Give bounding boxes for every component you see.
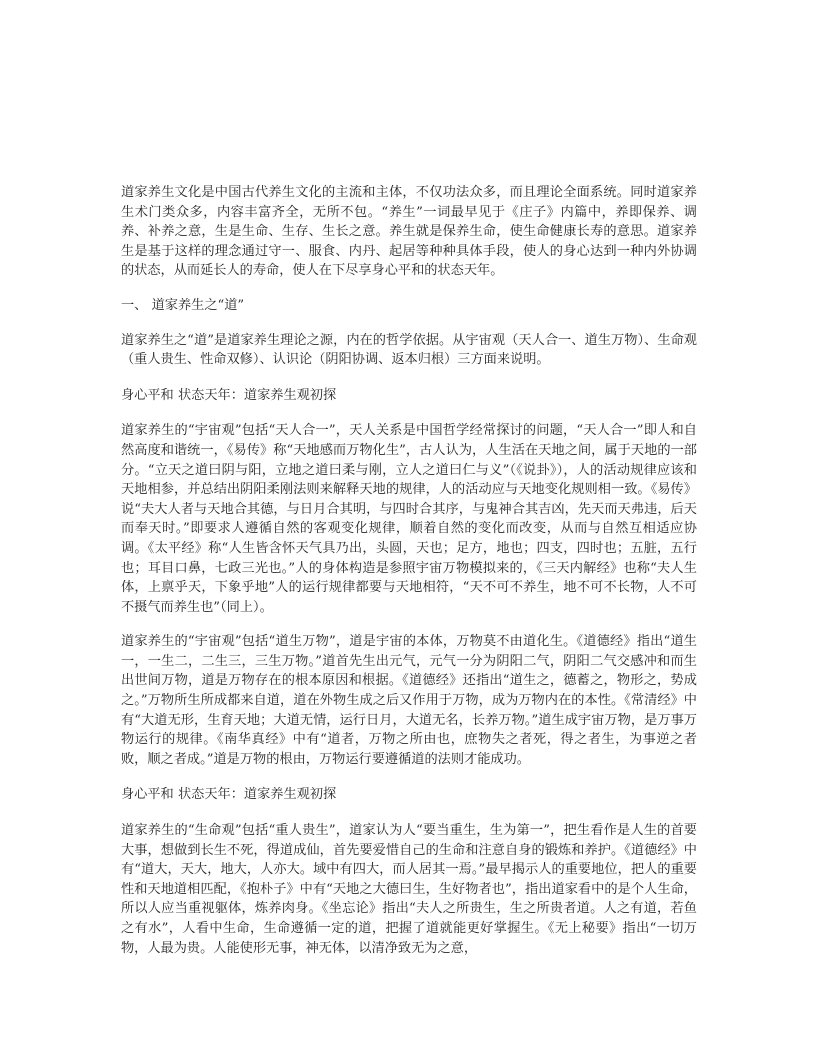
running-title-second: 身心平和 状态天年：道家养生观初探	[121, 787, 337, 803]
block-spacer	[121, 617, 697, 632]
paragraph-intro: 道家养生文化是中国古代养生文化的主流和主体，不仅功法众多，而且理论全面系统。同时道家养生术门类众多，内容丰富齐全，无所不包。“养生”一词最早见于《庄子》内篇中，养即保养、调养、补养之意，生是生命、生存、生长之意。养生就是保养生命，使生命健康长寿的意思。道家养生是基于这样的理念通过守一、服食、内丹、起居等种种具体手段，使人的身心达到一种内外协调的状态，从而延长人的寿命，使人在下尽享身心平和的状态天年。	[121, 185, 697, 279]
block-spacer	[121, 281, 697, 296]
paragraph-cosmology-tianrenheyi: 道家养生的“宇宙观”包括“天人合一”，天人关系是中国哲学经常探讨的问题，“天人合一”即人和自然高度和谐统一，《易传》称“天地感而万物化生”，古人认为，人生活在天地之间，属于天地的一部分。“立天之道曰阴与阳，立地之道曰柔与刚，立人之道曰仁与义”（《说卦》），人的活动规律应该和天地相参，并总结出阴阳柔刚法则来解释天地的规律，人的活动应与天地变化规则相一致。《易传》说“夫大人者与天地合其德，与日月合其明，与四时合其序，与鬼神合其吉凶，先天而天弗违，后天而奉天时。”即要求人遵循自然的客观变化规律，顺着自然的变化而改变，从而与自然互相适应协调。《太平经》称“人生皆含怀天气具乃出，头圆，天也；足方，地也；四支，四时也；五脏，五行也；耳目口鼻，七政三光也。”人的身体构造是参照宇宙万物模拟来的，《三天内解经》也称“夫人生体，上禀乎天，下象乎地”人的运行规律都要与天地相符，“天不可不养生，地不可不长物，人不可不摄气而养生也”（同上）。	[121, 423, 697, 615]
block-spacer	[121, 769, 697, 785]
block-spacer	[121, 370, 697, 386]
paragraph-section-one-intro: 道家养生之“道”是道家养生理论之源，内在的哲学依据。从宇宙观（天人合一、道生万物）、生命观（重人贵生、性命双修）、认识论（阴阳协调、返本归根）三方面来说明。	[121, 332, 697, 368]
block-spacer	[121, 316, 697, 331]
block-spacer	[121, 805, 697, 821]
block-spacer	[121, 405, 697, 421]
section-heading-one: 一、 道家养生之“道”	[121, 297, 245, 313]
running-title-first: 身心平和 状态天年：道家养生观初探	[121, 387, 337, 403]
document-body	[121, 183, 697, 958]
paragraph-cosmology-daoshengwanwu: 道家养生的“宇宙观”包括“道生万物”，道是宇宙的本体，万物莫不由道化生。《道德经》指出“道生一，一生二，二生三，三生万物。”道首先生出元气，元气一分为阴阳二气，阴阳二气交感冲和而生出世间万物，道是万物存在的根本原因和根据。《道德经》还指出“道生之，德蓄之，物形之，势成之。”万物所生所成都来自道，道在外物生成之后又作用于万物，成为万物内在的本性。《常清经》中有“大道无形，生育天地；大道无情，运行日月，大道无名，长养万物。”道生成宇宙万物，是万事万物运行的规律。《南华真经》中有“道者，万物之所由也，庶物失之者死，得之者生，为事逆之者败，顺之者成。”道是万物的根由，万物运行要遵循道的法则才能成功。	[121, 634, 697, 767]
paragraph-life-view-zhongrenguisheng: 道家养生的“生命观”包括“重人贵生”，道家认为人“要当重生，生为第一”，把生看作是人生的首要大事，想做到长生不死，得道成仙，首先要爱惜自己的生命和注意自身的锻炼和养护。《道德经》中有“道大，天大，地大，人亦大。域中有四大，而人居其一焉。”最早揭示人的重要地位，把人的重要性和天地道相匹配，《抱朴子》中有“天地之大德曰生，生好物者也”，指出道家看中的是个人生命，所以人应当重视躯体，炼养肉身。《坐忘论》指出“夫人之所贵生，生之所贵者道。人之有道，若鱼之有水”，人看中生命，生命遵循一定的道，把握了道就能更好掌握生。《无上秘要》指出“一切万物，人最为贵。人能使形无事，神无体，以清净致无为之意，	[121, 823, 697, 956]
